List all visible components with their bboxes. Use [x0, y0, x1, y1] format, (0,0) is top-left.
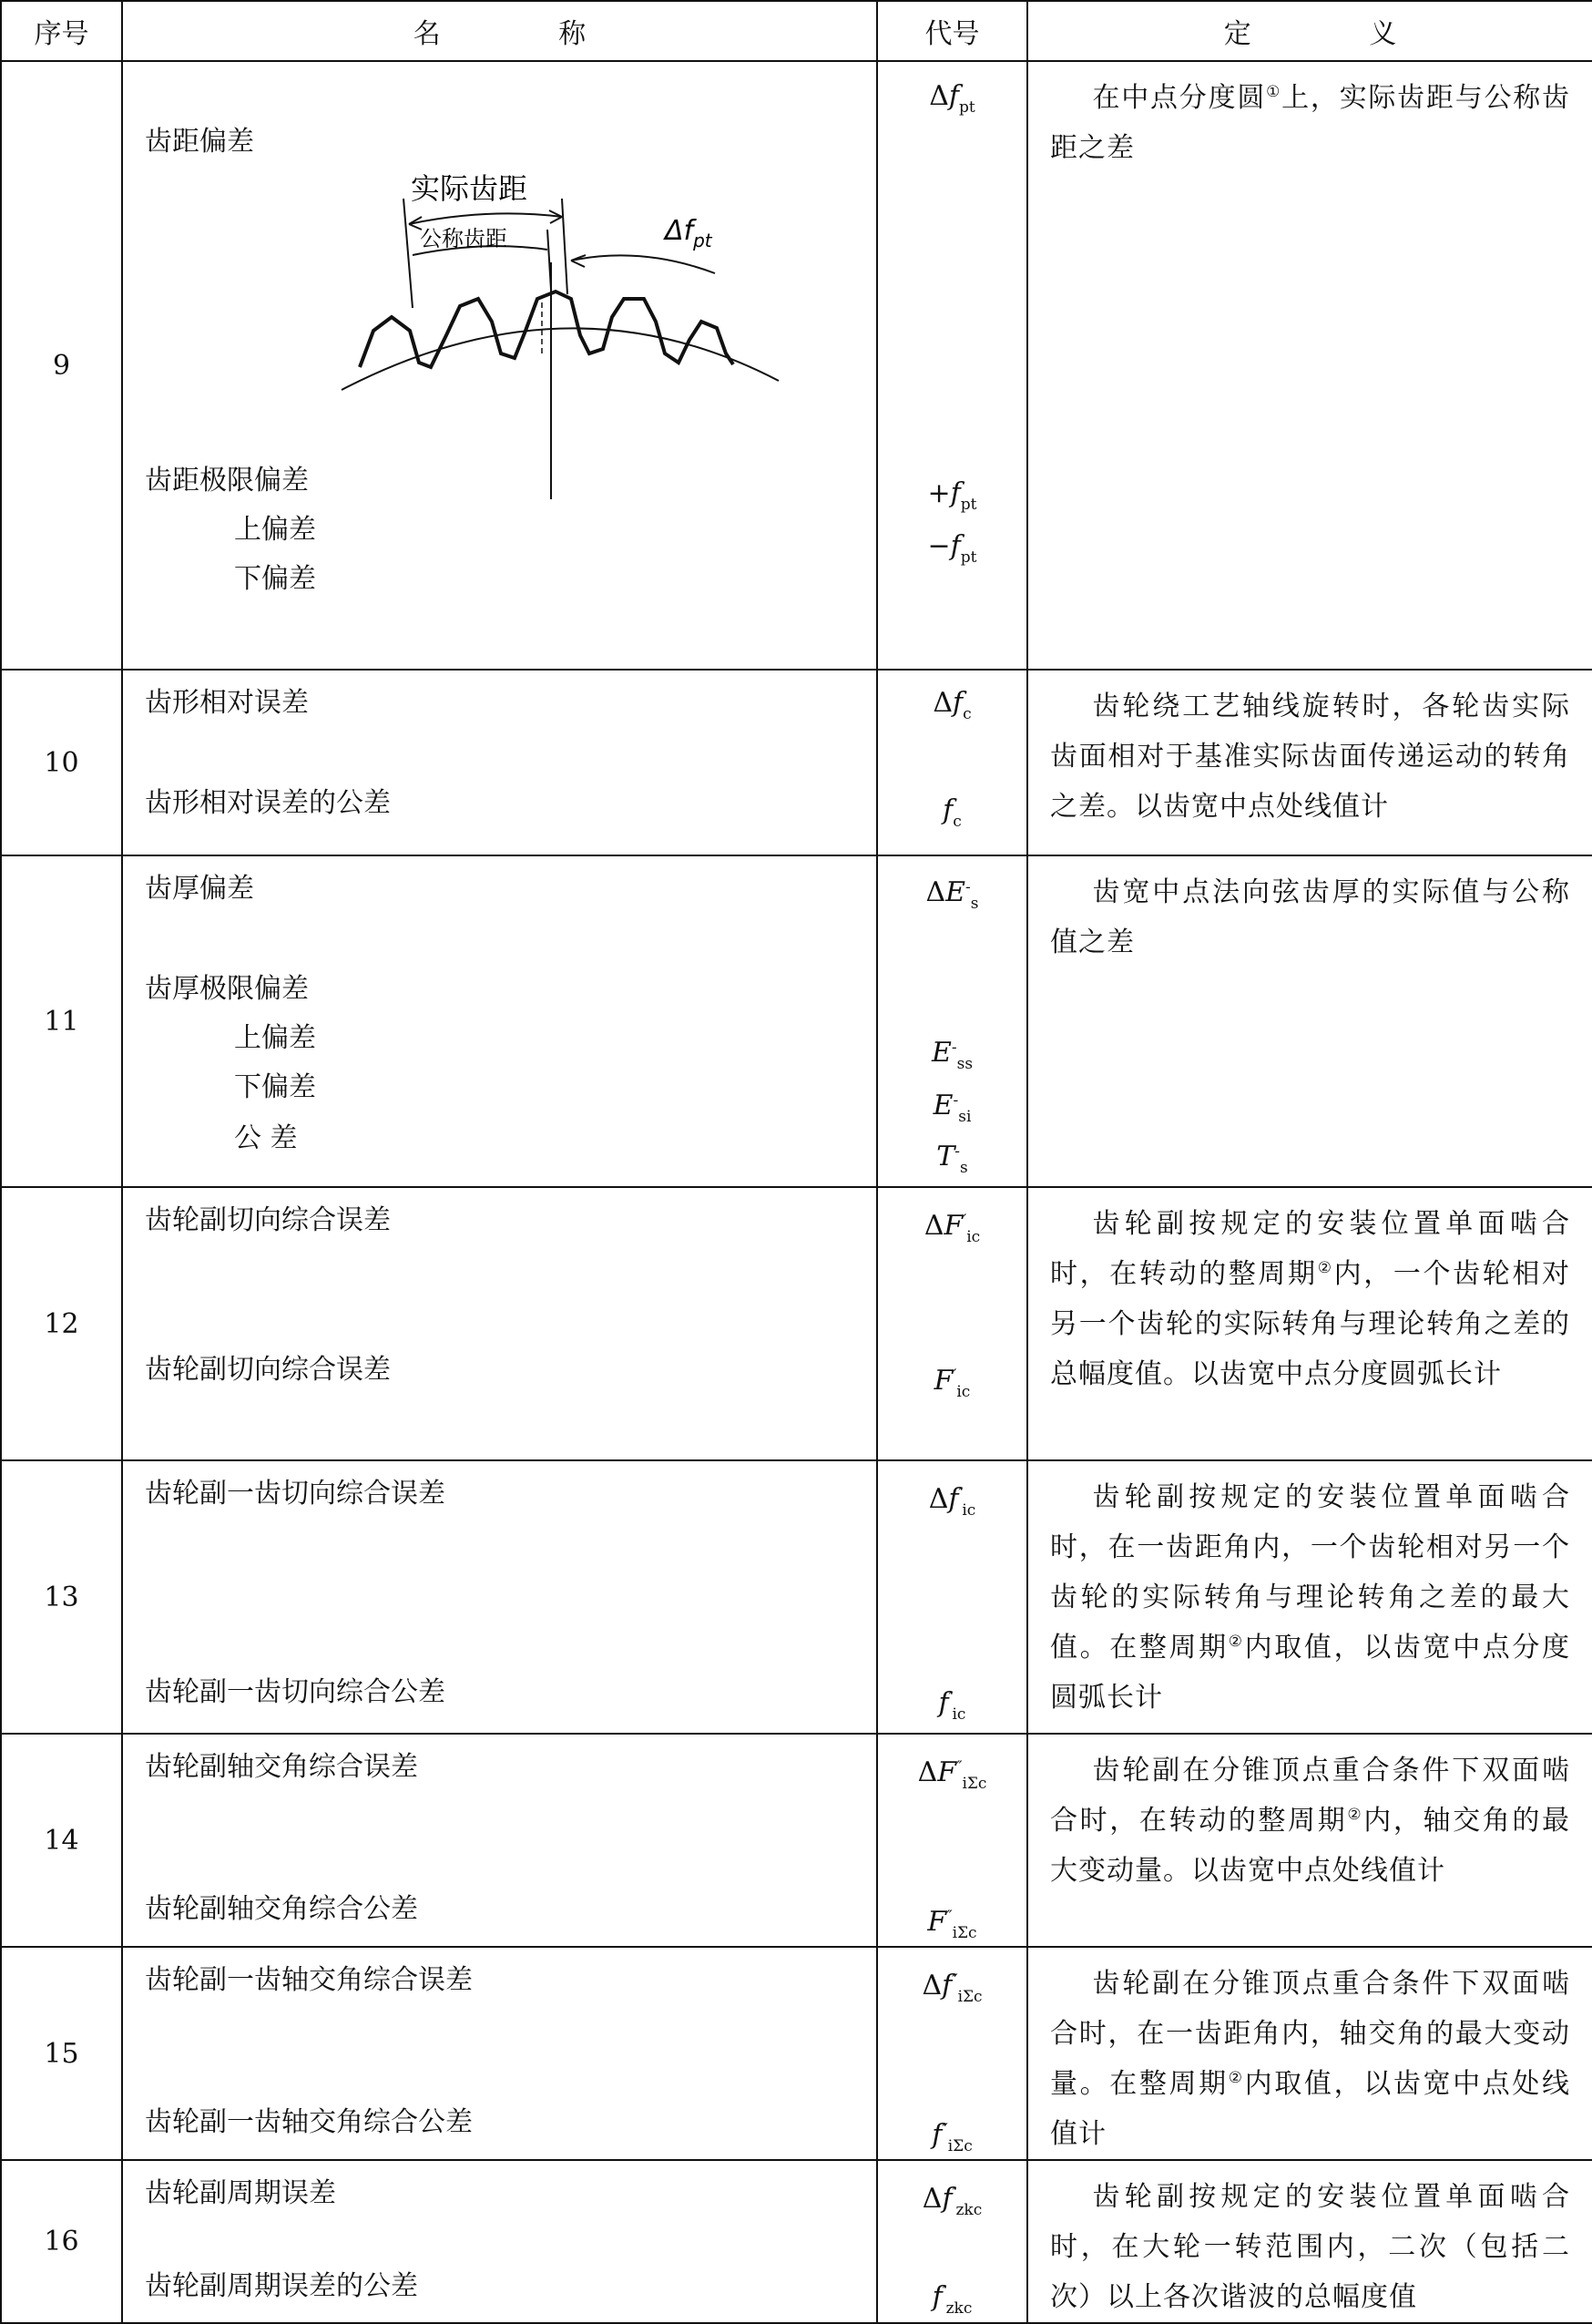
name-item: 下偏差 — [234, 563, 316, 595]
row-names — [122, 1460, 877, 1734]
actual-pitch-label: 实际齿距 — [411, 171, 528, 206]
code-symbol: $T^-_s$ — [936, 1141, 968, 1177]
code-symbol: $F''_{i\Sigma c}$ — [927, 1906, 977, 1942]
row-seq: 13 — [1, 1460, 122, 1734]
row-codes — [877, 61, 1027, 670]
row-definition — [1027, 1460, 1592, 1734]
gear-pitch-diagram — [332, 171, 806, 499]
name-item: 齿轮副轴交角综合误差 — [145, 1751, 418, 1783]
definition-text: 齿宽中点法向弦齿厚的实际值与公称值之差 — [1050, 876, 1570, 958]
table-row — [1, 1947, 1592, 2160]
definition-text: 齿轮绕工艺轴线旋转时，各轮齿实际齿面相对于基准实际齿面传递运动的转角之差。以齿宽中点处线值计 — [1050, 691, 1570, 823]
table-row — [1, 2160, 1592, 2323]
name-item: 齿轮副周期误差 — [145, 2177, 336, 2209]
header-code: 代号 — [877, 1, 1027, 61]
code-symbol: $\Delta f'_{zkc}$ — [922, 2183, 983, 2219]
table-row — [1, 1460, 1592, 1734]
name-item: 齿距极限偏差 — [145, 465, 309, 497]
code-symbol: $E^-_{si}$ — [933, 1090, 972, 1126]
row-definition — [1027, 1187, 1592, 1460]
row-codes — [877, 670, 1027, 855]
name-item: 齿轮副周期误差的公差 — [145, 2270, 418, 2302]
definition-text: 齿轮副在分锥顶点重合条件下双面啮合时，在一齿距角内，轴交角的最大变动量。在整周期②内取值，以齿宽中点处线值计 — [1050, 1968, 1570, 2150]
row-names — [122, 61, 877, 670]
row-definition — [1027, 2160, 1592, 2323]
row-seq: 15 — [1, 1947, 122, 2160]
row-seq: 12 — [1, 1187, 122, 1460]
row-names — [122, 855, 877, 1187]
code-symbol: $\Delta f'_{ic}$ — [928, 1483, 976, 1520]
name-item: 下偏差 — [234, 1071, 316, 1103]
table-row — [1, 670, 1592, 855]
header-seq: 序号 — [1, 1, 122, 61]
row-names — [122, 1734, 877, 1947]
row-codes — [877, 2160, 1027, 2323]
code-symbol: $f_c$ — [943, 794, 962, 831]
code-symbol: $+f_{pt}$ — [927, 477, 977, 514]
row-codes — [877, 1947, 1027, 2160]
code-symbol: $E^-_{ss}$ — [931, 1037, 974, 1073]
definition-text: 在中点分度圆①上，实际齿距与公称齿距之差 — [1050, 82, 1570, 164]
name-item: 上偏差 — [234, 1022, 316, 1054]
code-symbol: $-f_{pt}$ — [927, 530, 977, 567]
name-item: 齿厚偏差 — [145, 873, 254, 905]
code-symbol: $\Delta F'_{ic}$ — [924, 1210, 981, 1246]
name-item: 齿形相对误差的公差 — [145, 787, 391, 819]
row-names — [122, 1187, 877, 1460]
row-seq: 9 — [1, 61, 122, 670]
name-item: 齿轮副一齿切向综合误差 — [145, 1478, 445, 1510]
name-item: 齿形相对误差 — [145, 687, 309, 719]
row-definition — [1027, 61, 1592, 670]
name-item: 齿距偏差 — [145, 126, 254, 158]
header-row — [1, 1, 1592, 61]
name-item: 齿轮副切向综合误差 — [145, 1354, 391, 1386]
row-definition — [1027, 670, 1592, 855]
row-codes — [877, 1187, 1027, 1460]
name-item: 齿轮副轴交角综合公差 — [145, 1893, 418, 1925]
name-item: 齿厚极限偏差 — [145, 973, 309, 1005]
definition-text: 齿轮副按规定的安装位置单面啮合时，在一齿距角内，一个齿轮相对另一个齿轮的实际转角与理论转角之差的最大值。在整周期②内取值，以齿宽中点分度圆弧长计 — [1050, 1481, 1570, 1714]
code-symbol: $\Delta E^-_s$ — [925, 876, 979, 913]
definition-text: 齿轮副按规定的安装位置单面啮合时，在大轮一转范围内，二次（包括二次）以上各次谐波的总幅度值 — [1050, 2181, 1570, 2313]
row-names — [122, 670, 877, 855]
row-definition — [1027, 1734, 1592, 1947]
code-symbol: $\Delta f_c$ — [933, 687, 972, 723]
code-symbol: $\Delta F''_{i\Sigma c}$ — [917, 1756, 987, 1793]
row-codes — [877, 1460, 1027, 1734]
row-seq: 16 — [1, 2160, 122, 2323]
code-symbol: $F'_{ic}$ — [934, 1365, 971, 1401]
row-definition — [1027, 855, 1592, 1187]
delta-fpt-label: $\Delta f_{pt}$ — [665, 215, 712, 251]
row-names — [122, 1947, 877, 2160]
row-definition — [1027, 1947, 1592, 2160]
code-symbol: $f''_{i\Sigma c}$ — [932, 2119, 973, 2155]
row-seq: 10 — [1, 670, 122, 855]
row-seq: 14 — [1, 1734, 122, 1947]
table-row — [1, 1187, 1592, 1460]
code-symbol: $\Delta f''_{i\Sigma c}$ — [922, 1970, 983, 2006]
table-row — [1, 1734, 1592, 1947]
code-symbol: $f'_{zkc}$ — [932, 2281, 973, 2318]
code-symbol: $f'_{ic}$ — [938, 1687, 966, 1724]
row-codes — [877, 855, 1027, 1187]
name-item: 齿轮副一齿切向综合公差 — [145, 1676, 445, 1708]
table-row — [1, 855, 1592, 1187]
code-symbol: $\Delta f_{pt}$ — [929, 80, 975, 117]
table-row — [1, 61, 1592, 670]
definition-text: 齿轮副在分锥顶点重合条件下双面啮合时，在转动的整周期②内，轴交角的最大变动量。以齿宽中点处线值计 — [1050, 1755, 1570, 1887]
definition-text: 齿轮副按规定的安装位置单面啮合时，在转动的整周期②内，一个齿轮相对另一个齿轮的实际转角与理论转角之差的总幅度值。以齿宽中点分度圆弧长计 — [1050, 1208, 1571, 1390]
name-item: 齿轮副切向综合误差 — [145, 1204, 391, 1236]
nominal-pitch-label: 公称齿距 — [420, 226, 507, 251]
row-codes — [877, 1734, 1027, 1947]
name-item: 齿轮副一齿轴交角综合公差 — [145, 2106, 473, 2138]
name-item: 公 差 — [234, 1122, 298, 1154]
header-name: 名 称 — [122, 1, 877, 61]
row-seq: 11 — [1, 855, 122, 1187]
name-item: 齿轮副一齿轴交角综合误差 — [145, 1964, 473, 1996]
row-names — [122, 2160, 877, 2323]
header-definition: 定 义 — [1027, 1, 1592, 61]
name-item: 上偏差 — [234, 514, 316, 546]
